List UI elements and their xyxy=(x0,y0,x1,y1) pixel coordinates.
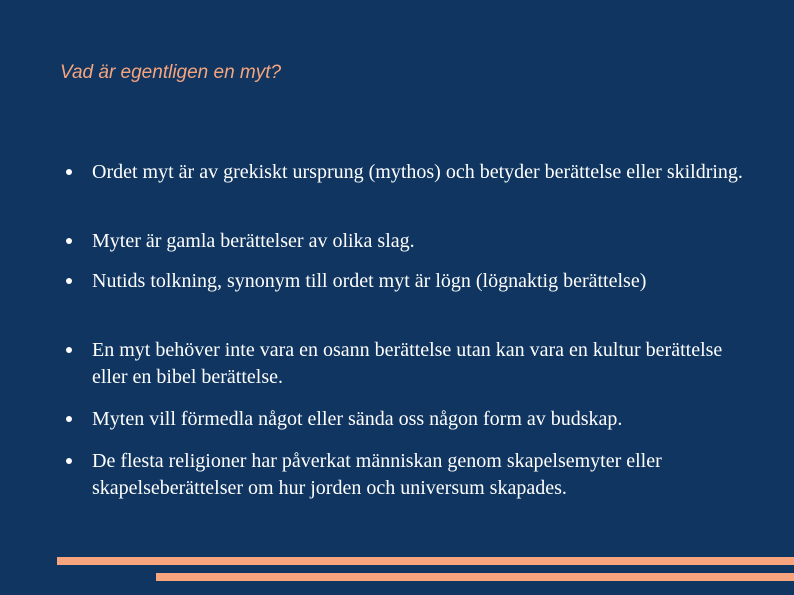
accent-bar-bottom xyxy=(156,573,794,581)
bullet-dot-icon xyxy=(66,238,72,244)
bullet-dot-icon xyxy=(66,169,72,175)
bullet-text: Nutids tolkning, synonym till ordet myt är lögn (lögnaktig berättelse) xyxy=(92,270,647,292)
bullet-text: Myten vill förmedla något eller sända oss någon form av budskap. xyxy=(92,408,623,430)
slide-title: Vad är egentligen en myt? xyxy=(60,62,282,83)
bullet-dot-icon xyxy=(66,347,72,353)
bullet-text: Myter är gamla berättelser av olika slag. xyxy=(92,230,415,252)
bullet-text: En myt behöver inte vara en osann berättelse utan kan vara en kultur berättelse eller en bibel berättelse. xyxy=(92,339,723,388)
bullet-text: De flesta religioner har påverkat människan genom skapelsemyter eller skapelseberättelser om hur jorden och universum skapades. xyxy=(92,450,662,499)
bullet-dot-icon xyxy=(66,458,72,464)
accent-bar-top xyxy=(57,557,794,565)
bullet-dot-icon xyxy=(66,278,72,284)
bullet-text: Ordet myt är av grekiskt ursprung (mythos) och betyder berättelse eller skildring. xyxy=(92,161,743,183)
bullet-dot-icon xyxy=(66,416,72,422)
